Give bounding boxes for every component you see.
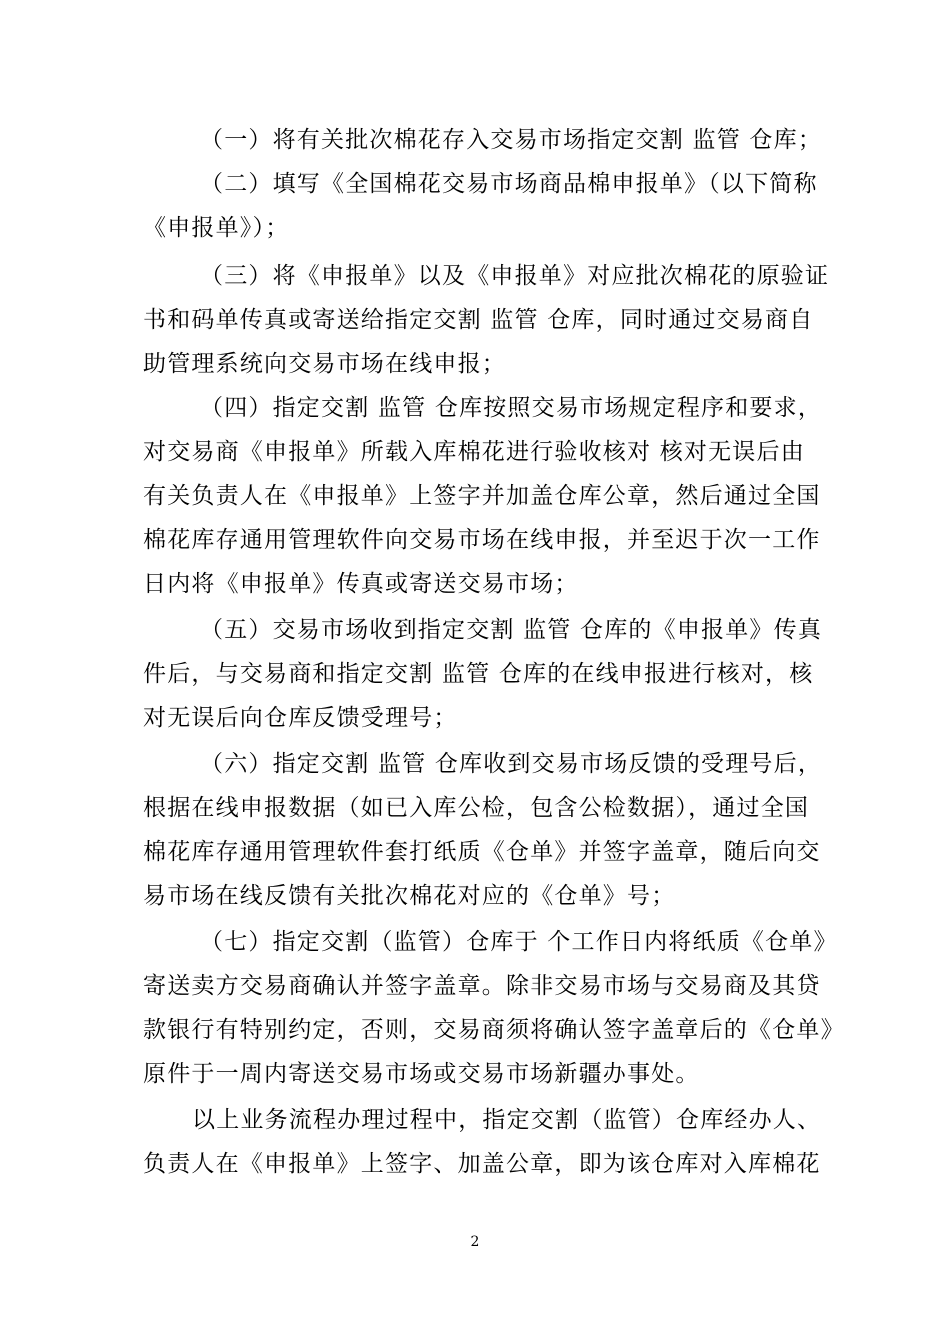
text-line: （五）交易市场收到指定交割 监管 仓库的《申报单》传真 [200, 617, 823, 643]
text-line: 有关负责人在《申报单》上签字并加盖仓库公章，然后通过全国 [143, 483, 821, 509]
text-line: 原件于一周内寄送交易市场或交易市场新疆办事处。 [143, 1061, 700, 1087]
text-line: 以上业务流程办理过程中，指定交割（监管）仓库经办人、 [192, 1107, 822, 1133]
text-line: 对无误后向仓库反馈受理号； [143, 705, 458, 731]
text-line: 款银行有特别约定，否则，交易商须将确认签字盖章后的《仓单》 [143, 1017, 845, 1043]
text-line: 《申报单》）； [143, 215, 290, 241]
text-line: 对交易商《申报单》所载入库棉花进行验收核对 核对无误后由 [143, 439, 805, 465]
text-line: 件后，与交易商和指定交割 监管 仓库的在线申报进行核对，核 [143, 661, 814, 687]
text-line: 负责人在《申报单》上签字、加盖公章，即为该仓库对入库棉花 [143, 1151, 821, 1177]
text-line: 易市场在线反馈有关批次棉花对应的《仓单》号； [143, 883, 676, 909]
text-line: 棉花库存通用管理软件套打纸质《仓单》并签字盖章，随后向交 [143, 839, 821, 865]
text-line: （三）将《申报单》以及《申报单》对应批次棉花的原验证 [200, 263, 830, 289]
text-line: 根据在线申报数据（如已入库公检，包含公检数据），通过全国 [143, 795, 810, 821]
text-line: 寄送卖方交易商确认并签字盖章。除非交易市场与交易商及其贷 [143, 973, 821, 999]
text-line: （二）填写《全国棉花交易市场商品棉申报单》（以下简称 [200, 171, 818, 197]
text-line: 棉花库存通用管理软件向交易市场在线申报，并至迟于次一工作 [143, 527, 821, 553]
text-line: 书和码单传真或寄送给指定交割 监管 仓库，同时通过交易商自 [143, 307, 814, 333]
text-line: （六）指定交割 监管 仓库收到交易市场反馈的受理号后， [200, 751, 823, 777]
page-number: 2 [470, 1234, 480, 1250]
text-line: （四）指定交割 监管 仓库按照交易市场规定程序和要求， [200, 395, 823, 421]
text-line: （七）指定交割（监管）仓库于 个工作日内将纸质《仓单》 [200, 929, 838, 955]
text-line: 助管理系统向交易市场在线申报； [143, 351, 506, 377]
text-line: （一）将有关批次棉花存入交易市场指定交割 监管 仓库； [200, 127, 823, 153]
text-line: 日内将《申报单》传真或寄送交易市场； [143, 571, 579, 597]
